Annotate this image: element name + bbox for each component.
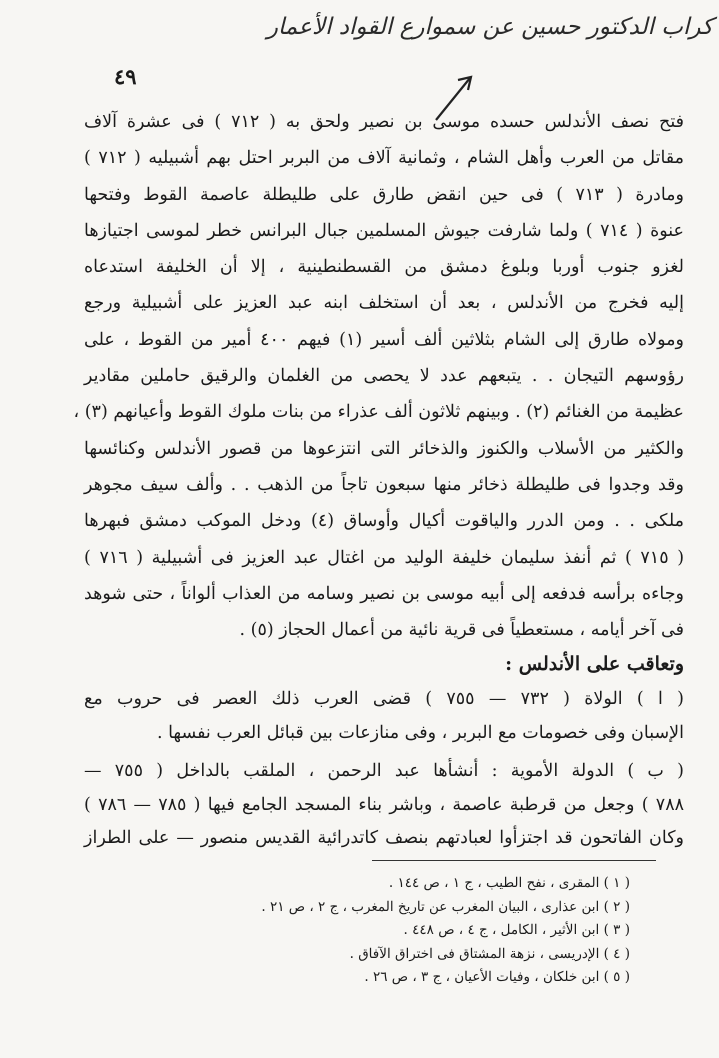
- footnote-item: ( ٤ ) الإدريسى ، نزهة المشتاق فى اختراق الآفاق .: [349, 945, 630, 962]
- section-line: الإسبان وفى خصومات مع البربر ، وفى منازعات بين قبائل العرب نفسها .: [156, 722, 684, 743]
- footnote-divider: [372, 860, 656, 861]
- paragraph-line: عنوة ( ٧١٤ ) ولما شارفت جيوش المسلمين جبال البرانس خطر لموسى اجتيازها: [84, 220, 684, 241]
- paragraph-line: والكثير من الأسلاب والكنوز والذخائر التى انتزعوها من قصور الأندلس وكنائسها: [84, 438, 684, 459]
- paragraph-line: لغزو جنوب أوربا وبلوغ دمشق من القسطنطينية ، إلا أن الخليفة استدعاه: [84, 257, 684, 278]
- paragraph-line: فتح نصف الأندلس حسده موسى بن نصير ولحق به ( ٧١٢ ) فى عشرة آلاف: [84, 112, 684, 132]
- paragraph-line: ومادرة ( ٧١٣ ) فى حين انقض طارق على طليطلة عاصمة القوط وفتحها: [84, 184, 684, 205]
- footnote-item: ( ٥ ) ابن خلكان ، وفيات الأعيان ، ج ٣ ، ص ٢٦ .: [364, 969, 630, 985]
- paragraph-line: مقاتل من العرب وأهل الشام ، وثمانية آلاف من البربر احتل بهم أشبيليه ( ٧١٢ ): [84, 148, 685, 169]
- footnote-item: ( ٢ ) ابن عذارى ، البيان المغرب عن تاريخ المغرب ، ج ٢ ، ص ٢١ .: [261, 898, 630, 915]
- section-line: ٧٨٨ ) وجعل من قرطبة عاصمة ، وباشر بناء المسجد الجامع فيها ( ٧٨٥ — ٧٨٦ ): [84, 794, 684, 815]
- section-walat: [84, 683, 684, 750]
- paragraph-line: رؤوسهم التيجان . . يتبعهم عدد لا يحصى من الغلمان والرقيق حاملين مقادير: [84, 366, 684, 387]
- section-heading: وتعاقب على الأندلس :: [505, 653, 684, 675]
- footnote-item: ( ١ ) المقرى ، نفح الطيب ، ج ١ ، ص ١٤٤ .: [388, 875, 630, 891]
- footnotes: [200, 872, 630, 990]
- paragraph-line: وجاءه برأسه فدفعه إلى أبيه موسى بن نصير وسامه من العذاب ألواناً ، حتى شوهد: [84, 583, 684, 604]
- paragraph-line: ومولاه طارق إلى الشام بثلاثين ألف أسير (١) فيهم ٤٠٠ أمير من القوط ، على: [84, 329, 684, 350]
- paragraph-line: فى آخر أيامه ، مستعطياً فى قرية نائية من أعمال الحجاز (٥) .: [239, 620, 684, 641]
- paragraph-line: إليه فخرج من الأندلس ، بعد أن استخلف ابنه عبد العزيز على أشبيلية ورجع: [84, 293, 684, 314]
- paragraph-line: عظيمة من الغنائم (٢) . وبينهم ثلاثون ألف عذراء من بنات ملوك القوط وأعيانهم (٣) ،: [73, 402, 684, 423]
- footnote-item: ( ٣ ) ابن الأثير ، الكامل ، ج ٤ ، ص ٤٤٨ .: [403, 922, 630, 938]
- page-number: ٤٩: [114, 64, 137, 89]
- section-line: وكان الفاتحون قد اجتزأوا لعبادتهم بنصف كاتدرائية القديس منصور — على الطراز: [84, 828, 684, 848]
- section-line: ( ا ) الولاة ( ٧٣٢ — ٧٥٥ ) قضى العرب ذلك العصر فى حروب مع: [84, 689, 685, 709]
- main-paragraph: [73, 104, 685, 648]
- paragraph-line: وقد وجدوا فى طليطلة ذخائر منها سبعون تاجاً من الذهب . . وألف سيف مجوهر: [84, 474, 684, 495]
- paragraph-line: ملكى . . ومن الدرر والياقوت أكيال وأوساق (٤) ودخل الموكب دمشق فبهرها: [84, 511, 685, 532]
- section-umayyad: [84, 755, 684, 856]
- handwritten-annotation: كراب الدكتور حسين عن سموارع القواد الأعمار: [266, 14, 713, 40]
- paragraph-line: ( ٧١٥ ) ثم أنفذ سليمان خليفة الوليد من اغتال عبد العزيز فى أشبيلية ( ٧١٦ ): [84, 547, 685, 568]
- section-line: ( ب ) الدولة الأموية : أنشأها عبد الرحمن ، الملقب بالداخل ( ٧٥٥ —: [84, 761, 684, 781]
